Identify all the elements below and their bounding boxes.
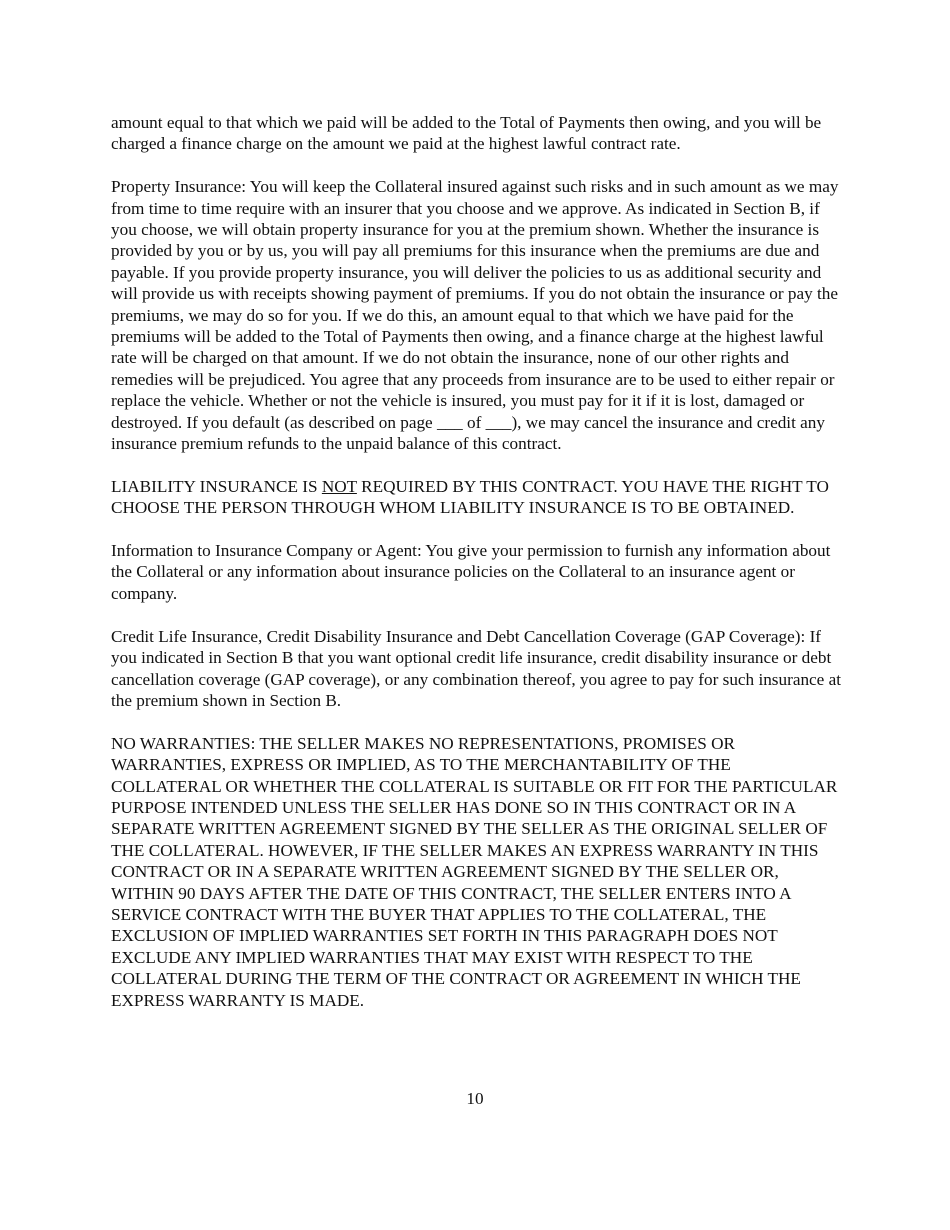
liability-insurance-paragraph (111, 476, 841, 519)
credit-life-insurance-paragraph: Credit Life Insurance, Credit Disability Insurance and Debt Cancellation Coverage (GAP Coverage): If you indicated in Section B that you want optional credit life insurance, credit disability insurance or debt cancellation coverage (GAP coverage), or any combination thereof, you agree to pay for such insurance at the premium shown in Section B. (111, 626, 841, 710)
liability-underlined-not: NOT (321, 476, 357, 496)
liability-text-before: LIABILITY INSURANCE IS (111, 476, 322, 496)
page-number: 10 (466, 1089, 484, 1108)
continuation-paragraph: amount equal to that which we paid will be added to the Total of Payments then owing, and you will be charged a finance charge on the amount we paid at the highest lawful contract rate. (111, 113, 822, 154)
property-insurance-paragraph: Property Insurance: You will keep the Collateral insured against such risks and in such amount as we may from time to time require with an insurer that you choose and we approve. As indicated in Section B, if you choose, we will obtain property insurance for you at the premium shown. Whether the insurance is provided by you or by us, you will pay all premiums for this insurance when the premiums are due and payable. If you provide property insurance, you will deliver the policies to us as additional security and will provide us with receipts showing payment of premiums. If you do not obtain the insurance or pay the premiums, we may do so for you. If we do this, an amount equal to that which we have paid for the premiums will be added to the Total of Payments then owing, and a finance charge at the highest lawful rate will be charged on that amount. If we do not obtain the insurance, none of our other rights and remedies will be prejudiced. You agree that any proceeds from insurance are to be used to either repair or replace the vehicle. Whether or not the vehicle is insured, you must pay for it if it is lost, damaged or destroyed. If you default (as described on page ___ of ___), we may cancel the insurance and credit any insurance premium refunds to the unpaid balance of this contract. (111, 177, 839, 454)
document-page (111, 112, 841, 1032)
no-warranties-paragraph: NO WARRANTIES: THE SELLER MAKES NO REPRESENTATIONS, PROMISES OR WARRANTIES, EXPRESS OR IMPLIED, AS TO THE MERCHANTABILITY OF THE COLLATERAL OR WHETHER THE COLLATERAL IS SUITABLE OR FIT FOR THE PARTICULAR PURPOSE INTENDED UNLESS THE SELLER HAS DONE SO IN THIS CONTRACT OR IN A SEPARATE WRITTEN AGREEMENT SIGNED BY THE SELLER AS THE ORIGINAL SELLER OF THE COLLATERAL. HOWEVER, IF THE SELLER MAKES AN EXPRESS WARRANTY IN THIS CONTRACT OR IN A SEPARATE WRITTEN AGREEMENT SIGNED BY THE SELLER OR, WITHIN 90 DAYS AFTER THE DATE OF THIS CONTRACT, THE SELLER ENTERS INTO A SERVICE CONTRACT WITH THE BUYER THAT APPLIES TO THE COLLATERAL, THE EXCLUSION OF IMPLIED WARRANTIES SET FORTH IN THIS PARAGRAPH DOES NOT EXCLUDE ANY IMPLIED WARRANTIES THAT MAY EXIST WITH RESPECT TO THE COLLATERAL DURING THE TERM OF THE CONTRACT OR AGREEMENT IN WHICH THE EXPRESS WARRANTY IS MADE. (111, 733, 838, 1010)
liability-text-after: REQUIRED BY THIS CONTRACT. YOU HAVE THE RIGHT TO CHOOSE THE PERSON THROUGH WHOM LIABILITY INSURANCE IS TO BE OBTAINED. (111, 476, 829, 518)
information-to-insurer-paragraph: Information to Insurance Company or Agent: You give your permission to furnish any information about the Collateral or any information about insurance policies on the Collateral to an insurance agent or company. (111, 541, 831, 603)
